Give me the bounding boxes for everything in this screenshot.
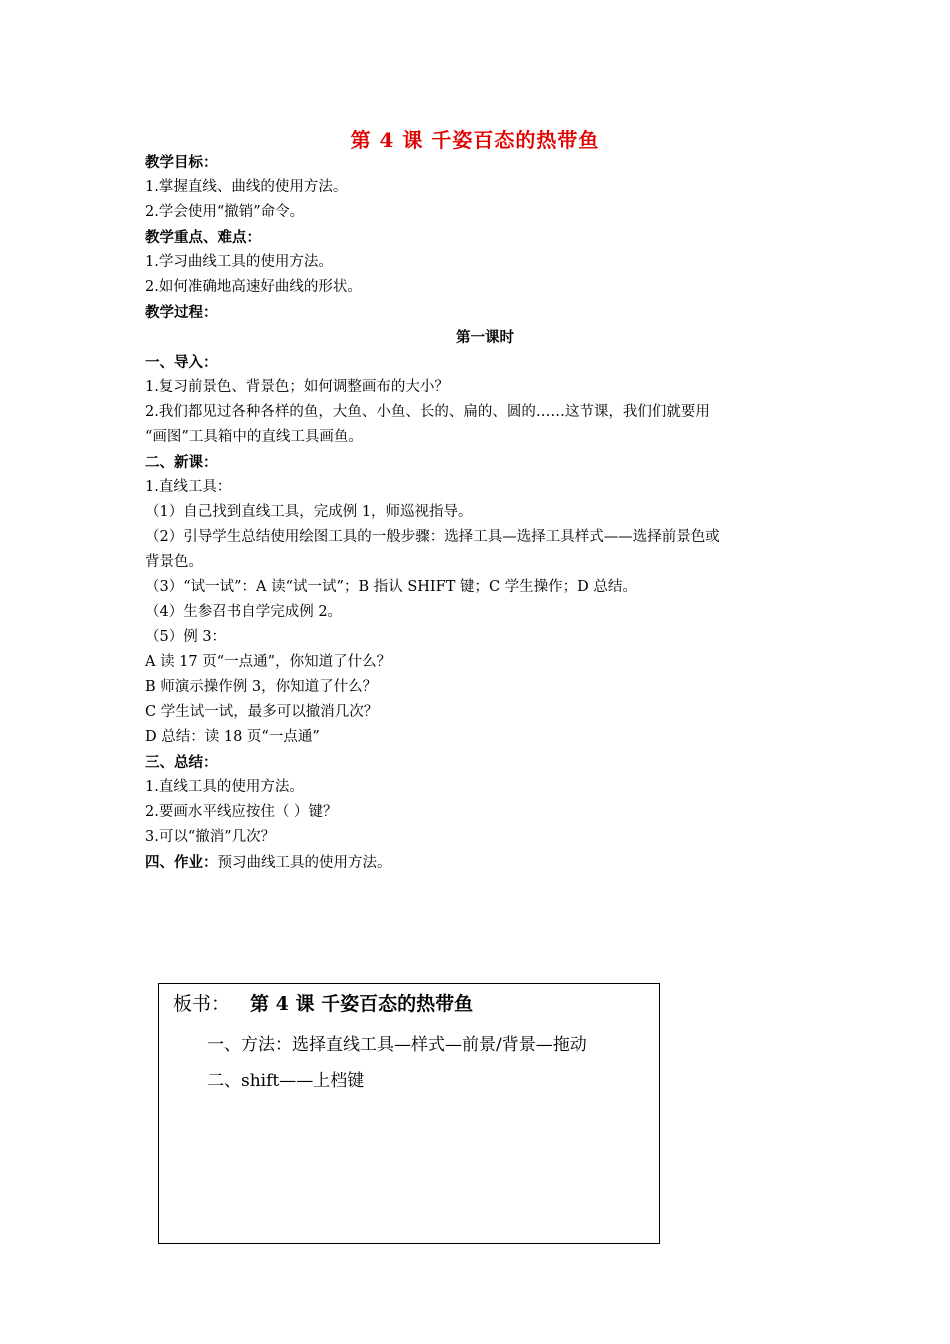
homework-heading: 四、作业： (145, 854, 218, 871)
board-lesson: 第 4 课 千姿百态的热带鱼 (250, 993, 474, 1015)
process-heading: 教学过程： (145, 304, 218, 321)
summary-item: 1.直线工具的使用方法。 (145, 779, 304, 795)
blackboard-box (158, 983, 660, 1244)
lesson-title: 第 4 课 千姿百态的热带鱼 (350, 128, 600, 152)
newlesson-item: 1.直线工具： (145, 479, 232, 495)
intro-item: 1.复习前景色、背景色；如何调整画布的大小？ (145, 379, 449, 395)
newlesson-heading: 二、新课： (145, 454, 218, 471)
newlesson-item: B 师演示操作例 3，你知道了什么？ (145, 679, 378, 695)
newlesson-item: （2）引导学生总结使用绘图工具的一般步骤：选择工具—选择工具样式——选择前景色或 (145, 529, 720, 545)
newlesson-item: 背景色。 (145, 554, 203, 570)
newlesson-item: （5）例 3： (145, 629, 227, 645)
lesson-content (145, 150, 825, 875)
newlesson-item: C 学生试一试，最多可以撤消几次？ (145, 704, 379, 720)
period-heading: 第一课时 (456, 329, 514, 346)
newlesson-item: D 总结：读 18 页“一点通” (145, 729, 320, 745)
summary-item: 2.要画水平线应按住（ ）键？ (145, 804, 338, 820)
keypoint-item: 2.如何准确地高速好曲线的形状。 (145, 279, 362, 295)
homework-line (145, 850, 825, 875)
keypoints-heading: 教学重点、难点： (145, 229, 261, 246)
goal-item: 1.掌握直线、曲线的使用方法。 (145, 179, 348, 195)
board-label: 板书： (173, 993, 231, 1015)
summary-item: 3.可以“撤消”几次？ (145, 829, 276, 845)
summary-heading: 三、总结： (145, 754, 218, 771)
intro-item: 2.我们都见过各种各样的鱼，大鱼、小鱼、长的、扁的、圆的……这节课，我们们就要用 (145, 404, 710, 420)
goals-heading: 教学目标： (145, 154, 218, 171)
board-title (173, 989, 473, 1016)
goal-item: 2.学会使用“撤销”命令。 (145, 204, 305, 220)
board-item: 二、shift——上档键 (207, 1071, 365, 1091)
newlesson-item: （3）“试一试”：A 读“试一试”；B 指认 SHIFT 键；C 学生操作；D 总结。 (145, 579, 637, 595)
homework-text: 预习曲线工具的使用方法。 (217, 855, 392, 871)
board-item: 一、方法：选择直线工具—样式—前景/背景—拖动 (207, 1035, 587, 1055)
intro-heading: 一、导入： (145, 354, 218, 371)
keypoint-item: 1.学习曲线工具的使用方法。 (145, 254, 333, 270)
newlesson-item: A 读 17 页“一点通”，你知道了什么？ (145, 654, 392, 670)
intro-item: “画图”工具箱中的直线工具画鱼。 (145, 429, 363, 445)
newlesson-item: （1）自己找到直线工具，完成例 1，师巡视指导。 (145, 504, 473, 520)
newlesson-item: （4）生参召书自学完成例 2。 (145, 604, 343, 620)
